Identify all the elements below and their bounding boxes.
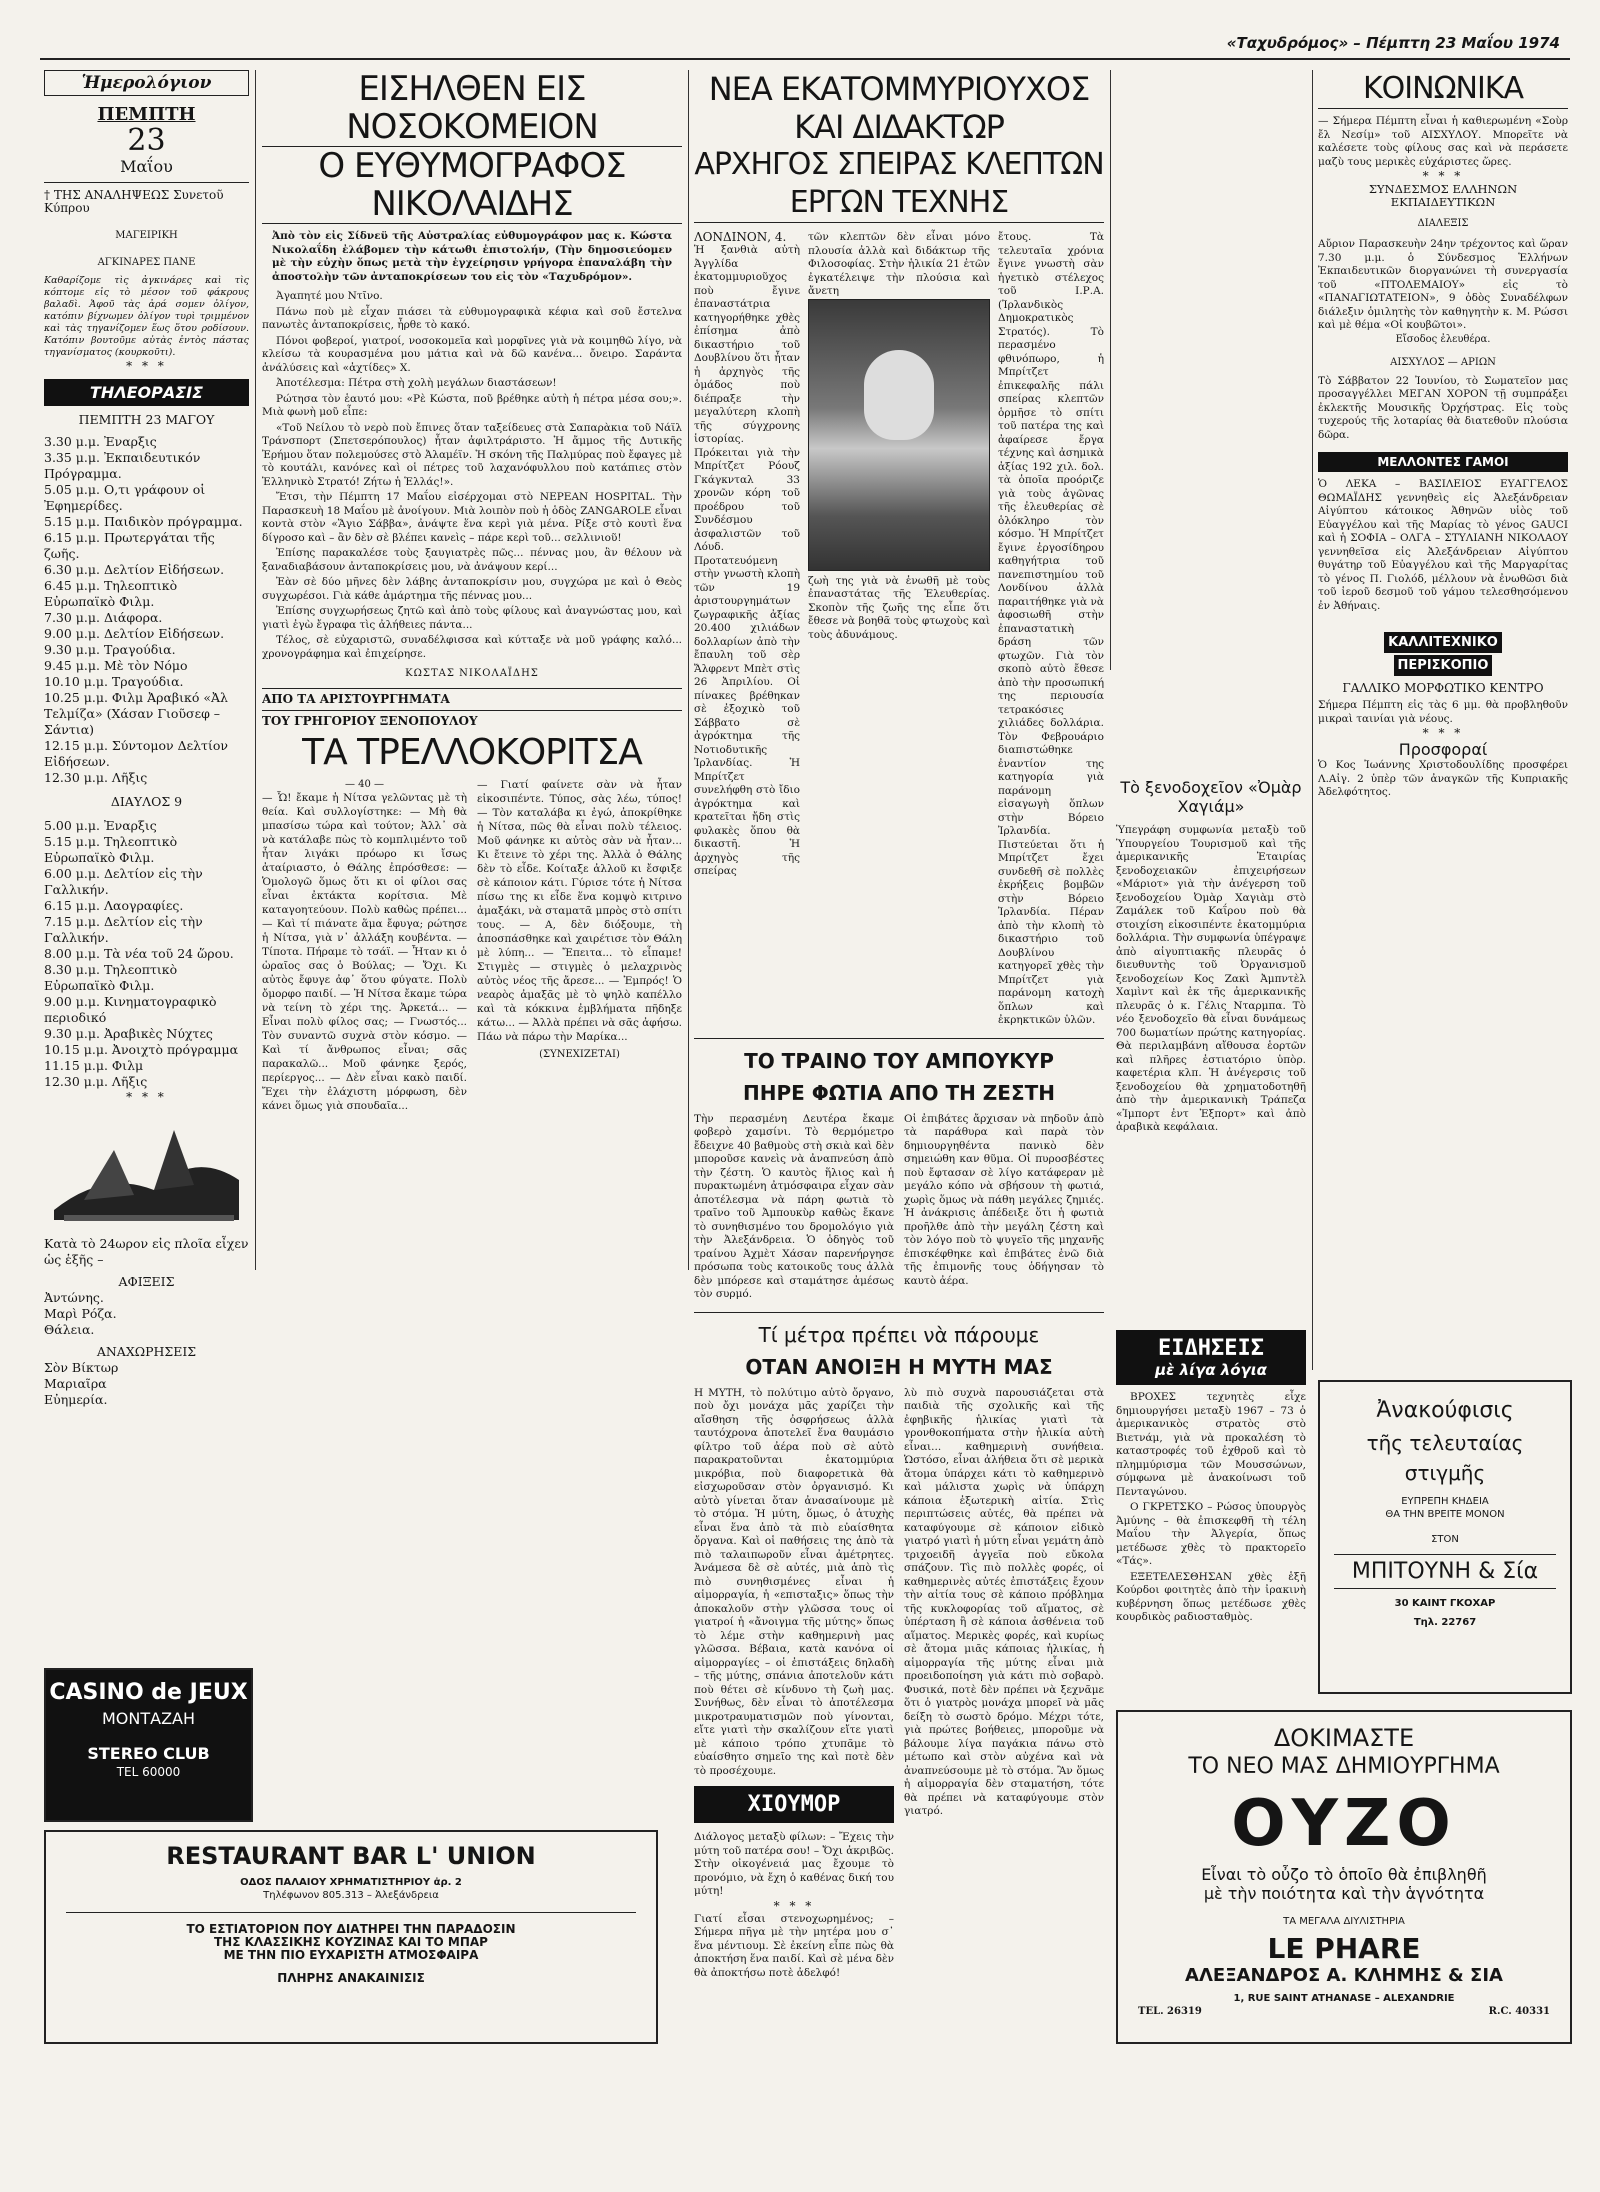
ouzo-rc: R.C. 40331	[1488, 2006, 1550, 2017]
tv-listing: 10.25 μ.μ. Φιλμ Ἀραβικό «Ἀλ Τελμίζα» (Χάσαν Γιοῦσεφ – Σάντια)	[44, 690, 228, 737]
tv-listing: 12.30 μ.μ. Λῆξις	[44, 770, 148, 785]
serial-part: — 40 —	[344, 779, 385, 790]
restaurant-desc-2: ΤΗΣ ΚΛΑΣΣΙΚΗΣ ΚΟΥΖΙΝΑΣ ΚΑΙ ΤΟ ΜΠΑΡ	[214, 1935, 488, 1949]
arrivals-list	[44, 1290, 249, 1338]
story-right: ἔτους. Τὰ τελευταῖα χρόνια ἔγινε γνωστὴ σὰν ἡγετικὸ στέλεχος τοῦ Ι.Ρ.Α. (Ἰρλανδικὸς Δημοκρατικὸς Στρατός). Τὸ περασμένο φθινόπωρο, ἡ Μπρίτζετ ἐπικεφαλῆς πάλι σπείρας κλεπτῶν ὁρμῆσε τὸ σπίτι τοῦ πατέρα της καὶ ἀφαίρεσε ἔργα τέχνης καὶ ἀσημικὰ ἀξίας 192 χιλ. δολ. τὰ ὁποῖα προόριζε γιὰ τοὺς ἀγῶνας τῆς ἐλευθερίας σὲ ὁλόκληρο τὸν κόσμο. Ἡ Μπρίτζετ ἔγινε ἐργοσίδηρου καθηγήτρια τοῦ πανεπιστημίου τοῦ Λονδίνου ἀλλὰ παραιτήθηκε γιὰ νὰ ἀφοσιωθῆ στὴν ἐπαναστατικὴ δράση τῶν φτωχῶν. Γιὰ τὸν σκοπὸ αὐτὸ ἔθεσε ἀπὸ τὴν προσωπική της περιουσία τετρακόσιες χιλιάδες δολλάρια. Τὸν Φεβρουάριο διαπιστώθηκε ἐναντίον της κατηγορία γιὰ παράνομη εἰσαγωγὴ ὅπλων στὴν Βόρειο Ἰρλανδία. Πιστεύεται ὅτι ἡ Μπρίτζετ ἔχει συνδεθῆ σὲ πολλὲς ἐκρήξεις βομβῶν στὴν Βόρειο Ἰρλανδία. Πέραν ἀπὸ τὴν κλοπὴ τὸ δικαστήριο τοῦ Δουβλίνου κατηγορεῖ χθὲς τὴν Μπρίτζετ γιὰ παράνομη κατοχὴ ὅπλων καὶ ἐκρηκτικῶν ὑλῶν.	[998, 231, 1104, 1026]
column-divider	[1110, 70, 1111, 670]
tv-listing: 5.05 μ.μ. Ο,τι γράφουν οἱ Ἐφημερίδες.	[44, 482, 206, 513]
tv-listing: 9.00 μ.μ. Δελτίον Εἰδήσεων.	[44, 626, 225, 641]
ouzo-distillery: ΤΑ ΜΕΓΑΛΑ ΔΙΥΛΙΣΤΗΡΙΑ	[1283, 1916, 1405, 1927]
tv-listing: 7.30 μ.μ. Διάφορα.	[44, 610, 163, 625]
casino-line-2: ΜΟΝΤΑΖΑΗ	[101, 1709, 196, 1728]
nose-headline: ΟΤΑΝ ΑΝΟΙΞΗ Η ΜΥΤΗ ΜΑΣ	[745, 1354, 1053, 1379]
brief-news-column	[1116, 1330, 1306, 1690]
aischylos-header: ΑΙΣΧΥΛΟΣ — ΑΡΙΩΝ	[1390, 356, 1496, 368]
serial-text-left: — Ὧ! ἔκαμε ἡ Νίτσα γελῶντας μὲ τὴ θεία. Καὶ συλλογίστηκε: — Μὴ θὰ μπασίσω τώρα καὶ τούτον; Ἀλλ᾽ σὰ νὰ κατάλαβε πὼς τὸ κομπλιμέντο τοῦ ἦταν λιγάκι πρόωρο κι ἴσως ἀταίριαστο, ὁ Θάλης ἐπρόσθεσε: — Ὁμολογῶ ὅμως ὅτι κι οἱ φίλοι σας εἶναι ἐκτάκτα κορίτσια. Μὲ καταγοητεύουν. Πολὺ καθὼς πρέπει... — Καὶ τί πιάνατε ἅμα ἔφυγα; ρώτησε ἡ Νίτσα, γιὰ ν᾽ ἀλλάξη κουβέντα. — Τίποτα. Πήραμε τὸ τσάϊ. — Ἦταν κι ὁ ὡραῖος σας ὁ Βούλας; — Ὄχι. Κι αὐτὸς ἔφυγε ἀφ᾽ ὅτου φύγατε. Πολὺ ὄμορφο παιδί. — Ἡ Νίτσα ἔκαμε τώρα νὰ τείνη τὸ χέρι της. Ἀρκετά... — Εἶναι πολὺ φίλος σας; — Γνωστός... Τὸν συναντῶ συχνὰ στὸν κόσμο. — Καὶ τί ἄνθρωπος εἶναι; σᾶς παρακαλῶ... Μοῦ φάνηκε ξερός, περίεργος... — Δὲν εἶναι κακὸ παιδί. Ἔχει τὴν ἐλάχιστη μόρφωση, δὲν κάνει ὅμως γιὰ σπουδαῖα...	[262, 792, 467, 1112]
hotel-news-column	[1116, 770, 1306, 1220]
news-subheader: μὲ λίγα λόγια	[1155, 1361, 1267, 1379]
departures-header: ΑΝΑΧΩΡΗΣΕΙΣ	[96, 1344, 197, 1359]
casino-line-3: STEREO CLUB	[87, 1744, 210, 1763]
tv-listing: 6.30 μ.μ. Δελτίον Εἰδήσεων.	[44, 562, 225, 577]
nose-kicker: Τί μέτρα πρέπει νὰ πάρουμε	[758, 1322, 1040, 1347]
ouzo-contact	[1118, 2005, 1570, 2018]
tv2-listing: 10.15 μ.μ. Ἀνοιχτὸ πρόγραμμα	[44, 1042, 239, 1057]
news-list	[1116, 1391, 1306, 1625]
arrival-item: Θάλεια.	[44, 1322, 95, 1337]
headline-hospital: ΕΙΣΗΛΘΕΝ ΕΙΣ ΝΟΣΟΚΟΜΕΙΟΝ	[262, 70, 682, 147]
story-mid-top: τῶν κλεπτῶν δὲν εἶναι μόνο πλουσία ἀλλὰ καὶ διδάκτωρ τῆς Φιλοσοφίας. Στὴν ἡλικία 21 ἐτῶν ἐγκατέλειψε τὴν πλούσια καὶ ἄνετη	[808, 231, 990, 297]
news-header-box	[1116, 1330, 1306, 1385]
ouzo-text-2: μὲ τὴν ποιότητα καὶ τὴν ἁγνότητα	[1203, 1884, 1485, 1903]
ouzo-ad	[1116, 1710, 1572, 2044]
tv2-listing: 8.30 μ.μ. Τηλεοπτικὸ Εὐρωπαϊκὸ Φιλμ.	[44, 962, 178, 993]
tv2-schedule	[44, 818, 249, 1090]
recipe-text: Καθαρίζομε τὶς ἀγκινάρες καὶ τὶς κόπτομε εἰς τὸ μέσον τοῦ φάκρους βαλαδὶ. Ἀφοῦ τὰς ἀρά σομεν ὀλίγον, κατόπιν βίχνωμεν ὀλίγον τυρὶ τριμμένον καὶ τὰς τηγανίζομεν ἕως ὅτου ροδίσουν. Κατόπιν βουτοῦμε αὐτὰς ἐντὸς πάστας τηγανίσματος (κουρκοῦτι).	[44, 275, 249, 358]
lecture-header: ΔΙΑΛΕΞΙΣ	[1417, 218, 1469, 229]
article-paragraph: «Τοῦ Νείλου τὸ νερὸ ποὺ ἔπινες ὅταν ταξείδευες στὰ Σαπαρὰκια τοῦ Νάϊλ Τράνσπορτ (Σπετσερόπουλος) ἦταν ἀφιλτράριστο. Ἡ ἄμμος τῆς Δυτικῆς Ἐρήμου ὅταν πολεμούσες στὸ Ἀλαμέϊν. Ἡ σκόνη τῆς Παλμύρας ποὺ ἔφαγες μὲ τὸ κουτάλι, κανόνες καὶ οἱ πέτρες τοῦ λαχανόφυλλου ποὺ κατάπιες στὸν Ἑλληνικὸ Στρατό! Ζήτω ἡ Ἑλλάς!».	[262, 421, 682, 488]
ship-illustration	[44, 1110, 249, 1230]
article-paragraph: Ἀποτέλεσμα: Πέτρα στὴ χολὴ μεγάλων διαστάσεων!	[276, 377, 557, 389]
tv2-listing: 9.30 μ.μ. Ἀραβικὲς Νύχτες	[44, 1026, 213, 1041]
article-paragraph: Τέλος, σὲ εὐχαριστῶ, συναδέλφισσα καὶ κύτταξε νὰ μοῦ γράφης καλό... χρονογράφημα καὶ ἐπιχείρησε.	[262, 634, 682, 660]
headline-humorist: Ο ΕΥΘΥΜΟΓΡΑΦΟΣ ΝΙΚΟΛΑΙΔΗΣ	[262, 147, 682, 224]
restaurant-tel: Τηλέφωνον 805.313 – Ἀλεξάνδρεια	[263, 1890, 439, 1901]
aischylos-text: Τὸ Σάββατον 22 Ἰουνίου, τὸ Σωματεῖον μας προσαγγέλλει ΜΕΓΑΝ ΧΟΡΟΝ τῇ συμπράξει ἐκλεκτῆς Μουσικῆς Ὀρχήστρας. Εἰς τοὺς τυχερούς τῆς λοταρίας θὰ διατεθοῦν πλούσια δῶρα.	[1318, 374, 1568, 441]
union-title: ΣΥΝΔΕΣΜΟΣ ΕΛΛΗΝΩΝ ΕΚΠΑΙΔΕΥΤΙΚΩΝ	[1368, 182, 1518, 209]
ouzo-line-1: ΔΟΚΙΜΑΣΤΕ	[1273, 1724, 1415, 1752]
club-title: ΓΑΛΛΙΚΟ ΜΟΡΦΩΤΙΚΟ ΚΕΝΤΡΟ	[1342, 681, 1544, 695]
masthead: «Ταχυδρόμος» – Πέμπτη 23 Μαΐου 1974	[1226, 34, 1560, 52]
restaurant-desc-1: ΤΟ ΕΣΤΙΑΤΟΡΙΟΝ ΠΟΥ ΔΙΑΤΗΡΕΙ ΤΗΝ ΠΑΡΑΔΟΣΙΝ	[186, 1922, 516, 1936]
train-text-left: Τὴν περασμένη Δευτέρα ἔκαμε φοβερὸ χαμσίνι. Τὸ θερμόμετρο ἔδειχνε 40 βαθμοὺς στὴ σκιὰ καὶ δὲν μποροῦσε κανεὶς νὰ ἀναπνεύση ἀπὸ τὴν ζέστη. Ὁ καυτὸς ἥλιος καὶ ἡ πυρακτωμένη ἀτμόσφαιρα εἶχαν σὰν ἀποτέλεσμα νὰ πάρη φωτιὰ τὸ τραῖνο τοῦ Ἀμπουκὺρ καθὼς ἔκανε τὸ συνηθισμένο του δρομολόγιο γιὰ τὴν Ἀλεξάνδρεια. Ὁ ὁδηγὸς τοῦ τραίνου Ἀχμὲτ Χάσαν παρενήργησε πρόσωπα τοὺς κατοικοῦς τους ἀλλὰ δὲν μπόρεσε καὶ σταμάτησε ἀμέσως τὸν συρμό.	[694, 1112, 894, 1300]
train-text-right: Οἱ ἐπιβάτες ἄρχισαν νὰ πηδοῦν ἀπὸ τὰ παράθυρα καὶ παρὰ τὸν δημιουργηθέντα πανικὸ δὲν σημειώθη καν θῦμα. Οἱ πυροσβέστες ποὺ ἔφτασαν σὲ λίγο κατάφεραν μὲ μεγάλο κόπο νὰ σβήσουν τὴ φωτιά, χωρὶς ὅμως νὰ πάθη μεγάλες ζημιές. Ἡ ἀνάκρισις ἀπέδειξε ὅτι ἡ φωτιὰ προῆλθε ἀπὸ τὴν μεγάλη ζέστη καὶ τὸν λόγο ποὺ τὸ ψυγεῖο τῆς μηχανῆς ἐπισκέφθηκε καὶ ἐπιβάτες ἐνῶ διὰ τῆς ἐπιμονῆς τους ὁδήγησαν τὸ καυτὸ ἀέρα.	[904, 1112, 1104, 1287]
tv2-listing: 8.00 μ.μ. Τὰ νέα τοῦ 24 ὥρου.	[44, 946, 234, 961]
column-divider	[255, 70, 256, 1270]
ouzo-owner: ΑΛΕΞΑΝΔΡΟΣ Α. ΚΛΗΜΗΣ & ΣΙΑ	[1185, 1965, 1503, 1986]
restaurant-address: ΟΔΟΣ ΠΑΛΑΙΟΥ ΧΡΗΜΑΤΙΣΤΗΡΙΟΥ ἀρ. 2	[240, 1877, 462, 1888]
hotel-headline: Τὸ ξενοδοχεῖον «Ὀμὰρ Χαγιάμ»	[1120, 778, 1302, 816]
tv2-listing: 9.00 μ.μ. Κινηματογραφικὸ περιοδικό	[44, 994, 217, 1025]
casino-line-1: CASINO de JEUX	[49, 1680, 248, 1705]
club-box	[1318, 631, 1568, 676]
article-paragraph: Ἐπίσης παρακαλέσε τοὺς ξαυγιατρὲς πῶς... πέννας μου, ἂν θέλουν νὰ ξαναδιαβάσουν ἀνταποκρίσεις μου, νὰ ἀνάψουν κερί...	[262, 547, 682, 573]
separator-stars: * * *	[1422, 726, 1464, 740]
main-news-column	[694, 70, 1104, 2140]
portrait-photo	[808, 299, 990, 571]
restaurant-desc-3: ΜΕ ΤΗΝ ΠΙΟ ΕΥΧΑΡΙΣΤΗ ΑΤΜΟΣΦΑΙΡΑ	[223, 1948, 479, 1962]
tv2-header: ΔΙΑΥΛΟΣ 9	[110, 794, 183, 809]
article-paragraph: Ἀγαπητέ μου Ντῖνο.	[276, 290, 383, 302]
news-item: Ο ΓΚΡΕΤΣΚΟ – Ρώσος ὑπουργὸς Ἀμύνης – θὰ ἐπισκεφθῆ τὴ τέλη Μαΐου τὴν Ἀλγερία, ὅπως μετέδωσε χθὲς τὸ πρακτορεῖο «Τάς».	[1116, 1501, 1306, 1567]
article-paragraph: Ἐπίσης συγχωρήσεως ζητῶ καὶ ἀπὸ τοὺς φίλους καὶ ἀναγνώστας μου, καὶ γιατὶ ἐγὼ ἔγραφα τὶς ἀλήθειες πάντα...	[262, 605, 682, 631]
funeral-ad	[1318, 1380, 1572, 1694]
tv2-listing: 6.00 μ.μ. Δελτίον εἰς τὴν Γαλλικήν.	[44, 866, 203, 897]
tv-date: ΠΕΜΠΤΗ 23 ΜΑΓΟΥ	[78, 412, 215, 427]
news-header: ΕΙΔΗΣΕΙΣ	[1158, 1336, 1264, 1361]
feast-day: † ΤΗΣ ΑΝΑΛΗΨΕΩΣ Συνετοῦ Κύπρου	[44, 188, 224, 215]
serial-kicker: ΑΠΟ ΤΑ ΑΡΙΣΤΟΥΡΓΗΜΑΤΑ	[262, 692, 450, 706]
funeral-line-4: ΕΥΠΡΕΠΗ ΚΗΔΕΙΑ	[1401, 1496, 1489, 1507]
funeral-line-2: τῆς τελευταίας	[1366, 1431, 1524, 1455]
donations-header: Προσφοραί	[1398, 740, 1488, 759]
social-header: ΚΟΙΝΩΝΙΚΑ	[1318, 70, 1568, 109]
weddings-header: ΜΕΛΛΟΝΤΕΣ ΓΑΜΟΙ	[1318, 452, 1568, 472]
funeral-line-1: Ἀνακούφισις	[1376, 1398, 1514, 1423]
casino-ad	[44, 1668, 253, 1822]
funeral-address: 30 ΚΑΙΝΤ ΓΚΟΧΑΡ	[1394, 1598, 1496, 1609]
club-text: Σήμερα Πέμπτη εἰς τὰς 6 μμ. θὰ προβληθοῦν μικραὶ ταινίαι γιὰ νέους.	[1318, 699, 1568, 725]
tv-listing: 6.15 μ.μ. Πρωτεργάται τῆς ζωῆς.	[44, 530, 215, 561]
serial-author: ΤΟΥ ΓΡΗΓΟΡΙΟΥ ΞΕΝΟΠΟΥΛΟΥ	[262, 714, 478, 728]
news-item: ΒΡΟΧΕΣ τεχνητὲς εἶχε δημιουργήσει μεταξὺ 1967 – 73 ὁ ἀμερικανικὸς στρατὸς στὸ Βιετνάμ, γιὰ νὰ προκαλέση τὸ καταστροφές τοῦ ἐχθροῦ καὶ τὸ πλημμύρισμα τῶν Μουσσώνων, σύμφωνα μὲ ἀνακοίνωσι τοῦ Πενταγώνου.	[1116, 1391, 1306, 1498]
tv2-listing: 5.00 μ.μ. Ἐναρξις	[44, 818, 157, 833]
social-intro: — Σήμερα Πέμπτη εἶναι ἡ καθιερωμένη «Σοὺρ ἔλ Νεσίμ» τοῦ ΑΙΣΧΥΛΟΥ. Μπορεῖτε νὰ καλέσετε τοὺς φίλους σας καὶ νὰ περάσετε μαζὺ τους μερικὲς εὐχάριστες ὥρες.	[1318, 115, 1568, 168]
tv-listing: 10.10 μ.μ. Τραγούδια.	[44, 674, 184, 689]
restaurant-ad	[44, 1830, 658, 2044]
serial-title: ΤΑ ΤΡΕΛΛΟΚΟΡΙΤΣΑ	[302, 732, 642, 773]
tv-listing: 9.45 μ.μ. Μὲ τὸν Νόμο	[44, 658, 188, 673]
nose-text-left: Η ΜΥΤΗ, τὸ πολύτιμο αὐτὸ ὄργανο, ποὺ ὄχι μονάχα μᾶς χαρίζει τὴν αἴσθηση τῆς ὀσφρήσεως ἀλλὰ ταυτόχρονα ἀποτελεῖ ἕνα θαυμάσιο φίλτρο τοῦ ἀέρα ποὺ σὲ αὐτὸ παρακρατοῦνται ἑκατομμύρια μικρόβια, ποὺ διαφορετικὰ θὰ εἰσχωροῦσαν στὸν ὀργανισμό. Κι αὐτὸ γίνεται ὅταν ἀνασαίνουμε μὲ τὸ στόμα. Ἡ μύτη, ὅμως, ὁ ἀτυχὴς εἶναι ἕνα ἀπὸ τὰ πιὸ εὐαίσθητα ὄργανα. Καὶ οἱ παθήσεις της ἀπὸ τὰ πιὸ ταλαιπωροῦν εἶναι ἀμέτρητες. Ἀνάμεσα δὲ σὲ αὐτές, μιὰ ἀπὸ τὶς πιὸ συνηθισμένες εἶναι ἡ αἱμορραγία, ἡ «επισταξις» ὅπως τὴν ἀποκαλοῦν στὴν γλῶσσα τους οἱ γιατροί ἡ «ἄνοιγμα τῆς μύτης» ὅπως τὸ λέμε στὴν καθημερινὴ μας γλῶσσα. Βέβαια, κατὰ κανόνα οἱ αἱμορραγίες – οἱ ἐπιστάξεις δηλαδὴ – τῆς μύτης, σπάνια ἀποτελοῦν κάτι ποὺ θέτει σὲ κίνδυνο τὴ ζωὴ μας. Συνήθως, δὲν εἶναι τὸ ἀποτέλεσμα μικροτραυματισμῶν ποὺ γίνονται, εἴτε γιατὶ τὴν σκαλίζουν εἴτε γιατὶ μὲ κάποιο τρόπο χτυπᾶμε τὸ εὐαίσθητο σημεῖο της καὶ ποτὲ δὲν τὸ προσέχουμε.	[694, 1386, 894, 1777]
tv-listing: 9.30 μ.μ. Τραγούδια.	[44, 642, 176, 657]
dateline: ΛΟΝΔΙΝΟΝ, 4.	[694, 230, 787, 244]
article-paragraph: Ἔτσι, τὴν Πέμπτη 17 Μαΐου εἰσέρχομαι στὸ NEPEAN HOSPITAL. Τὴν Παρασκευὴ 18 Μαΐου μὲ ἀνοίγουν. Μιὰ λοιπὸν ποὺ ἡ ὁδὸς ZANGAROLE εἶναι κοντὰ στὸν «Ἅγιο Σάββα», ἀνάψτε ἕνα κερὶ γιὰ μένα. Ρίξε στὸ κουτὶ ἕνα δίγροσο καὶ – ἂν δὲν σὲ βλέπει κανεὶς – πάρε κερὶ τοῦ... σελλινιοῦ!	[262, 491, 682, 544]
date-block	[44, 104, 249, 176]
ouzo-address: 1, RUE SAINT ATHANASE – ALEXANDRIE	[1233, 1993, 1455, 2004]
arrivals-header: ΑΦΙΞΕΙΣ	[118, 1274, 175, 1289]
arrival-item: Ἀντώνης.	[44, 1290, 104, 1305]
tv-listing: 12.15 μ.μ. Σύντομον Δελτίον Εἰδήσεων.	[44, 738, 228, 769]
tv-listing: 3.35 μ.μ. Ἐκπαιδευτικόν Πρόγραμμα.	[44, 450, 201, 481]
arrival-item: Μαρὶ Ρόζα.	[44, 1306, 117, 1321]
tv2-listing: 7.15 μ.μ. Δελτίον εἰς τὴν Γαλλικήν.	[44, 914, 203, 945]
article-paragraph: Ρώτησα τὸν ἑαυτό μου: «Ρὲ Κώστα, ποῦ βρέθηκε αὐτὴ ἡ πέτρα μέσα σου;». Μιὰ φωνὴ μοῦ εἶπε:	[262, 392, 682, 418]
restaurant-name: RESTAURANT BAR L' UNION	[166, 1842, 536, 1870]
tv-schedule	[44, 434, 249, 786]
story-left: Ἡ ξανθιὰ αὐτὴ Ἀγγλίδα ἑκατομμυριοῦχος ποὺ ἔγινε ἐπαναστάτρια κατηγορήθηκε χθὲς ἐπίσημα ἀπὸ δικαστήριο τοῦ Δουβλίνου ὅτι ἦταν ἡ ἀρχηγὸς τῆς ὁμάδος ποὺ διέπραξε τὴν μεγαλύτερη κλοπὴ τῆς σύγχρονης ἱστορίας. Πρόκειται γιὰ τὴν Μπρίτζετ Ρόουζ Γκάγκνταλ 33 χρονῶν κόρη τοῦ προέδρου τοῦ Συνδέσμου ἀσφαλιστῶν τοῦ Λόυδ. Προτατευόμενη στὴν γνωστὴ κλοπὴ τῶν 19 ἀριστουργημάτων ζωγραφικῆς ἀξίας 20.400 χιλιάδων δολλαρίων ἀπὸ τὴν ἔπαυλη τοῦ σὲρ Ἄλφρεντ Μπὲτ στὶς 26 Ἀπριλίου. Οἱ πίνακες βρέθηκαν σὲ ἐξοχικὸ τοῦ Σάββατο σὲ ἀγρόκτημα τῆς Νοτιοδυτικῆς Ἰρλανδίας. Ἡ Μπρίτζετ συνελήφθη στὸ ἴδιο ἀγρόκτημα καὶ κρατεῖται ἤδη στὶς φυλακὲς ὅπου θὰ δικαστῆ. Ἡ ἀρχηγὸς τῆς σπείρας	[694, 244, 800, 877]
serial-text-right: — Γιατί φαίνετε σὰν νὰ ἦταν εἰκοσιπέντε. Τύπος, σὰς λέω, τύπος! — Τὸν καταλάβα κι ἐγώ, ἀποκρίθηκε ἡ Νίτσα, πῶς θὰ εἶναι πολὺ τέλειος. Μοῦ φάνηκε κι αὐτὸς σὰν νὰ ἦταν... Κι ἔτεινε τὸ χέρι της. Ἀλλὰ ὁ Θάλης δὲν τὸ εἶδε. Κοίταξε ἀλλοῦ κι ἔσφιξε σὲ κάποιον κάτι. Γύρισε τότε ἡ Νίτσα πίσω της κι εἶδε ἕνα κομψὸ κιτρινο ἁμαξάκι, νὰ σταματᾶ μπρὸς στὸ σπίτι τους. — Α, δὲν διόξουμε, τὴ ἀποσπάσθηκε καὶ χαιρέτισε τὸν Θάλη μὲ λύπη... — Ἔπειτα... τὸ εἶπαμε! Στιγμὲς — στιγμὲς ὁ μελαχρινὸς αὐτὸς νέος τῆς ἄρεσε... — Ἐμπρός! Ὁ νεαρὸς ἀμαξᾶς μὲ τὸ ψηλὸ καπέλλο καὶ τὰ κόκκινα ἐμβλήματα πῆδηξε κάτω... — Ἀλλὰ πρέπει νὰ σᾶς ἀφήσω. Πάω νὰ πάρω τὴν Μαρίκα...	[477, 779, 682, 1043]
weekday: ΠΕΜΠΤΗ	[97, 104, 196, 125]
club-label-1: ΚΑΛΛΙΤΕΧΝΙΚΟ	[1384, 632, 1502, 653]
funeral-tel: Τηλ. 22767	[1413, 1617, 1477, 1628]
ouzo-company: LE PHARE	[1267, 1932, 1421, 1965]
article-paragraph: Ἐὰν σὲ δύο μῆνες δὲν λάβης ἀνταποκρίσιν μου, συγχώρα με καὶ ὁ Θεὸς συγχωρέσοι. Γιὰ κάθε ἁμάρτημα τῆς πέννας μου...	[262, 576, 682, 602]
funeral-name: ΜΠΙΤΟΥΝΗ & Σία	[1334, 1554, 1556, 1589]
day-number: 23	[127, 123, 166, 158]
tv2-listing: 12.30 μ.μ. Λῆξις	[44, 1074, 148, 1089]
ouzo-text-1: Εἶναι τὸ οὖζο τὸ ὁποῖο θὰ ἐπιβληθῆ	[1201, 1865, 1487, 1884]
recipe-title: ΑΓΚΙΝΑΡΕΣ ΠΑΝΕ	[97, 257, 196, 268]
departure-item: Εὐημερία.	[44, 1392, 108, 1407]
month: Μαΐου	[120, 157, 173, 176]
funeral-line-6: ΣΤΟΝ	[1431, 1534, 1459, 1545]
ship-text: Κατὰ τὸ 24ωρον εἰς πλοῖα εἶχεν ὡς ἑξῆς –	[44, 1236, 249, 1267]
humor-header: ΧΙΟΥΜΟΡ	[694, 1786, 894, 1823]
departure-item: Σὸν Βίκτωρ	[44, 1360, 119, 1375]
departures-list	[44, 1360, 249, 1408]
news-item: ΕΞΕΤΕΛΕΣΘΗΣΑΝ χθὲς ἑξῆ Κούρδοι φοιτητὲς ἀπὸ τὴν ἰρακινὴ κυβέρνηση ὅπως μετέδωσε χθὲς κουρδικὸς ραδιοσταθμὸς.	[1116, 1570, 1306, 1623]
club-label-2: ΠΕΡΙΣΚΟΠΙΟ	[1394, 655, 1493, 676]
article-lead: Ἀπὸ τὸν εἰς Σίδνεϋ τῆς Αὐστραλίας εὐθυμογράφον μας κ. Κώστα Νικολαΐδη ἐλάβομεν τὴν κάτωθι ἐπιστολήν, (Τὴν δημοσιεύομεν μὲ τὴν εὐχὴν ὅπως μετὰ τὴν ἐγχείρησιν γρήγορα ἐπαναλάβη τὴν ἀποστολὴν τῶν ἀνταποκρίσεων του εἰς τὸν «Ταχυδρόμον».	[272, 230, 672, 283]
separator-stars: * * *	[126, 359, 167, 373]
tv-header: ΤΗΛΕΟΡΑΣΙΣ	[44, 379, 249, 406]
tv-listing: 3.30 μ.μ. Ἐναρξις	[44, 434, 157, 449]
top-rule	[40, 58, 1570, 60]
headline-millionaire: ΝΕΑ ΕΚΑΤΟΜΜΥΡΙΟΥΧΟΣ ΚΑΙ ΔΙΔΑΚΤΩΡ	[708, 70, 1090, 146]
nose-text-right: λὺ πιὸ συχνὰ παρουσιάζεται στὰ παιδιὰ τῆς σχολικῆς καὶ τῆς ἐφηβικῆς ἡλικίας γιατὶ τὰ γρονθοκοπήματα στὴν ἡλικία αὐτὴ εἶναι... καθημερινὴ συνήθεια. Ὡστόσο, εἶναι ἀλήθεια ὅτι σὲ μερικὰ ἄτομα ὑπάρχει κάτι τὸ καθημερινὸ καὶ μάλιστα χωρὶς νὰ ὑπάρχη κάποια ἐξωτερικὴ αἰτία. Στὶς περιπτώσεις αὐτές, θὰ πρέπει νὰ καταφύγουμε σὲ κάποιον εἰδικὸ γιατρό γιατὶ ἡ μύτη εἶναι γεμάτη ἀπὸ τριχοειδῆ ἀγγεῖα ποὺ εὔκολα σπάζουν. Τὶς πιὸ πολλὲς φορές, οἱ καθημερινὲς αὐτές ἐπιστάξεις ἔχουν τὴν αἰτία τους σὲ κάποιο πρόβλημα τῆς κυκλοφορίας τοῦ αἵματος, σὲ ὑπέρταση ἢ σὲ κάποια ἀσθένεια τοῦ αἵματος. Μερικὲς φορές, καὶ κυρίως σὲ ἄτομα μιᾶς κάποιας ἡλικίας, ἡ αἱμορραγία τῆς μύτης εἶναι μιὰ προειδοποίηση γιὰ κάτι πιὸ σοβαρὸ. Φυσικά, ποτὲ δὲν πρέπει νὰ ξεχνᾶμε ὅτι ὁ γιατρὸς μονάχα μπορεῖ νὰ μᾶς δείξη τὸ σωστὸ δρόμο. Μέχρι τότε, γιὰ πρώτες βοήθειες, μποροῦμε νὰ βάλουμε λίγα παγάκια πάνω στὸ μέτωπο καὶ στὸν αὐχένα καὶ νὰ ἀναπνεύσουμε μὲ τὸ στόμα. Ἂν ὅμως ἡ αἱμορραγία δὲν σταματήση, τότε θὰ πρέπει νὰ καταφύγουμε στὸν γιατρό.	[904, 1386, 1104, 1817]
headline-gang: ΑΡΧΗΓΟΣ ΣΠΕΙΡΑΣ ΚΛΕΠΤΩΝ ΕΡΓΩΝ ΤΕΧΝΗΣ	[694, 146, 1104, 223]
restaurant-desc-4: ΠΛΗΡΗΣ ΑΝΑΚΑΙΝΙΣΙΣ	[277, 1971, 425, 1985]
calendar-header: Ἡμερολόγιον	[44, 70, 249, 96]
funeral-line-5: ΘΑ ΤΗΝ ΒΡΕΙΤΕ ΜΟΝΟΝ	[1385, 1509, 1505, 1520]
train-headline-1: ΤΟ ΤΡΑΙΝΟ ΤΟΥ ΑΜΠΟΥΚΥΡ	[744, 1048, 1054, 1073]
tv2-listing: 5.15 μ.μ. Τηλεοπτικὸ Εὐρωπαϊκὸ Φιλμ.	[44, 834, 178, 865]
tv2-listing: 11.15 μ.μ. Φιλμ	[44, 1058, 144, 1073]
article-paragraph: Πόνοι φοβεροί, γιατροί, νοσοκομεῖα καὶ μορφῖνες γιὰ νὰ κοιμηθῶ λίγο, νὰ κλείσω τὰ κουρασμένα μου μάτια καὶ νὰ δῶ κανένα... ὄνειρο. Σαράντα ἀνάλύσεις καὶ «ἀχτίδες» Χ.	[262, 334, 682, 374]
separator-stars: * * *	[1422, 169, 1464, 183]
ouzo-line-2: ΤΟ ΝΕΟ ΜΑΣ ΔΗΜΙΟΥΡΓΗΜΑ	[1188, 1754, 1500, 1779]
donations-text: Ὁ Κος Ἰωάννης Χριστοδουλίδης προσφέρει Λ.Αἰγ. 2 ὑπὲρ τῶν ἀναγκῶν τῆς Κυπριακῆς Ἀδελφότητος.	[1318, 759, 1568, 798]
weddings-text: Ὁ ΛΕΚΑ – ΒΑΣΙΛΕΙΟΣ ΕΥΑΓΓΕΛΟΣ ΘΩΜΑΪΔΗΣ γεννηθεὶς εἰς Ἀλεξάνδρειαν Αἰγύπτου κάτοικος Ἀθηνῶν υἱὸς τοῦ Εὐαγγέλου καὶ τῆς Μαρίας τὸ γένος GAUCI καὶ ἡ ΣΟΦΙΑ – ΟΛΓΑ – ΣΤΥΛΙΑΝΗ ΝΙΚΟΛΑΟΥ γεννηθεῖσα εἰς Ἀλεξάνδρειαν Αἰγύπτου θυγάτηρ τοῦ Εὐαγγέλου καὶ τῆς Μαργαρίτας τὸ γένος Π. Γιολόδ, μέλλουν νὰ ἐνωθῶσι διὰ τοῦ ἱεροῦ δεσμοῦ τοῦ γάμου τελεσθησόμενου ἐν Ἀθήναις.	[1318, 478, 1568, 612]
photo-caption: ζωὴ της γιὰ νὰ ἑνωθῆ μὲ τοὺς ἐπαναστάτας τῆς Ἐλευθερίας. Σκοπὸν τῆς ζωῆς της εἶπε ὅτι ἔθεσε νὰ βοηθᾶ τοὺς φτωχοὺς καὶ τοὺς ἀδυνάμους.	[808, 574, 990, 641]
departure-item: Μαριαῖρα	[44, 1376, 107, 1391]
ouzo-tel: TEL. 26319	[1138, 2006, 1202, 2017]
lecture-end: Εἴσοδος ἐλευθέρα.	[1395, 333, 1491, 345]
tv2-listing: 6.15 μ.μ. Λαογραφίες.	[44, 898, 184, 913]
article-paragraph: Πάνω ποὺ μὲ εἶχαν πιάσει τὰ εὐθυμογραφικὰ κέφια καὶ σοῦ ἔστελνα πανωτὲς ἀνταποκρίσεις, ἦρθε τὸ κακό.	[262, 305, 682, 331]
serial-continues: (ΣΥΝΕΧΙΖΕΤΑΙ)	[539, 1049, 620, 1060]
separator-stars: * * *	[126, 1090, 167, 1104]
ouzo-brand: ΟΥΖΟ	[1231, 1787, 1457, 1861]
cooking-header: ΜΑΓΕΙΡΙΚΗ	[115, 230, 178, 241]
separator-stars: * * *	[773, 1898, 815, 1913]
lecture-text: Αὔριον Παρασκευὴν 24ην τρέχοντος καὶ ὥραν 7.30 μ.μ. ὁ Σύνδεσμος Ἑλλήνων Ἐκπαιδευτικῶν διοργανώνει τὴ συνεργασία τοῦ «ΠΤΟΛΕΜΑΙΟΥ» εἰς τὸ «ΠΑΝΑΓΙΩΤΑΤΕΙΟΝ», 9 ὁδὸς Συναδέλφων διάλεξιν ὁμιλητὴς τὸν καθηγητὴν κ. Μ. Ρώσσι καὶ μὲ θέμα «Οἱ κουβῶτοι».	[1318, 238, 1568, 331]
funeral-line-3: στιγμῆς	[1404, 1461, 1486, 1485]
tv-listing: 5.15 μ.μ. Παιδικὸν πρόγραμμα.	[44, 514, 243, 529]
hotel-text: Ὑπεγράφη συμφωνία μεταξὺ τοῦ Ὑπουργείου Τουρισμοῦ καὶ τῆς ἀμερικανικῆς Ἑταιρίας ξενοδοχειακῶν ἐπιχειρήσεων «Μάριοτ» γιὰ τὴν ἀνέγερση τοῦ ξενοδοχείου Ὀμὰρ Χαγιὰμ στὸ Ζαμάλεκ τοῦ Καΐρου ποὺ θὰ στοιχίση εἰκοσιπέντε ἑκατομμύρια δολλάρια. Τὴν συμφωνία ὑπέγραψε ἀπὸ αἰγυπτιακῆς πλευρᾶς ὁ διευθυντὴς τοῦ Ὀργανισμοῦ ξενοδοχείων Κος Ζακὶ Ἀμπντὲλ Χαμὶντ καὶ ἐκ τῆς ἀμερικανικῆς πλευρᾶς ὁ κ. Γέλις Νταρμπα. Τὸ νέο ξενοδοχεῖο θὰ εἶναι δυνάμεως 700 δωματίων πρώτης κατηγορίας. Θὰ περιλαμβάνη αἴθουσα ἑορτῶν καὶ πλῆρες ἐστιατόριο ὑπὸρ. καφετέρια κλπ. Ἡ ἀνέγερσις τοῦ ξενοδοχείου θὰ χρηματοδοτηθῆ ἀπὸ τὴν ἀμερικανικὴ Τράπεζα «Ἰμπορτ ἐντ Ἐξπορτ» καὶ ἀπὸ ἀραβικὰ κεφάλαια.	[1116, 824, 1306, 1133]
train-headline-2: ΠΗΡΕ ΦΩΤΙΑ ΑΠΟ ΤΗ ΖΕΣΤΗ	[742, 1080, 1056, 1105]
article-signature: ΚΩΣΤΑΣ ΝΙΚΟΛΑΪΔΗΣ	[405, 668, 539, 679]
column-divider	[1312, 70, 1313, 1370]
casino-tel: TEL 60000	[116, 1765, 181, 1779]
column-divider	[688, 70, 689, 1270]
humor-text: Διάλογος μεταξὺ φίλων: – Ἔχεις τὴν μύτη τοῦ πατέρα σου! – Ὄχι ἀκριβῶς. Στὴν οἰκογένειά μας ἔχουμε τὸ προνόμιο, νὰ ἔχη ὁ καθένας δική του μύτη!	[694, 1831, 894, 1897]
article-body	[262, 290, 682, 661]
humor-text-2: Γιατί εἶσαι στενοχωρημένος; – Σήμερα πῆγα μὲ τὴν μητέρα μου σ᾽ ἕνα μέντιουμ. Σὲ ἐκείνη εἶπε πὼς θὰ ἀποκτήση ἕνα παιδί. Καὶ σὲ μένα δὲν θὰ ἀποκτήσω ποτὲ ἀδελφό!	[694, 1912, 894, 1979]
tv-listing: 6.45 μ.μ. Τηλεοπτικὸ Εὐρωπαϊκὸ Φιλμ.	[44, 578, 178, 609]
